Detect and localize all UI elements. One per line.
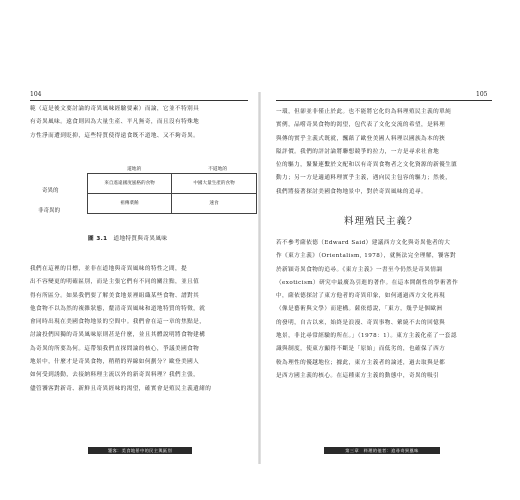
row-header-non-exotic: 非奇異的 xyxy=(38,208,61,214)
right-running-footer: 第三章 料理的他者：追尋奇異風味 xyxy=(324,447,440,454)
text-line: （像是藝術與文學）而建構。薩依德說，「東方，幾乎是個歐洲 xyxy=(276,306,443,313)
text-line: 是西方國主義的核心。在這種東方主義的動態中，奇異的吸引 xyxy=(276,372,440,379)
text-line: 出不容變更的明確區別，而是主張它們有不同的關注點，並且值 xyxy=(30,279,200,286)
figure-caption xyxy=(88,234,167,242)
text-line: 動力；另一方是適通料理實乎主義，遇向民主包容的驅力；然後， xyxy=(276,175,452,182)
text-line: 較為理性的優越地位；據此，東方主義者的論述，過去取與是都 xyxy=(276,359,446,366)
left-paragraph-1 xyxy=(30,103,248,143)
text-line: 儘管饕客對新奇、新鮮且奇異經味的渴望，確實會是殖民主義遺緒的 xyxy=(30,385,212,392)
text-line: 地景中，什麼才是奇異食物，稍稍的界線如何劃分？歐登美國人 xyxy=(30,359,200,366)
text-line: 討論投們因獨的奇異風味原則甚是什麼，並且其體說明將食物建構 xyxy=(30,332,206,339)
right-page xyxy=(260,0,520,500)
text-line: 方性淨而遭到貶抑，這些特質使得遠食既不道地、又不夠奇異。 xyxy=(30,132,200,139)
text-line: 若不參考薩依德（Edward Said）建議西方文化與奇異他者的大 xyxy=(276,240,451,246)
text-line: 我們將接著探討美國食物地景中，對於奇異風味的追尋。 xyxy=(276,188,428,195)
left-header-rule xyxy=(30,100,248,101)
text-line: 得有所區分。如果我們要了解美食地景裡組織某些食物、譜對其 xyxy=(30,292,200,299)
text-line: 作《東方主義》（Orientalism, 1978），就無法完全理解，饕客對 xyxy=(276,253,457,260)
column-header-inauthentic: 不道地的 xyxy=(208,167,228,172)
text-line: 中，薩依德探討了東方他者的奇異印象，如何通過西方文化再現 xyxy=(276,293,446,300)
left-running-footer: 饕客：美食地景中的民主與區別 xyxy=(88,447,192,454)
text-line: 的發明，自古以來，始終是浪漫、奇異事物、縈繞不去的回憶與 xyxy=(276,319,446,326)
left-page-number: 104 xyxy=(30,91,42,98)
column-header-authentic: 道地的 xyxy=(127,167,142,172)
figure-caption-text: 道地特質與奇異風味 xyxy=(113,236,168,242)
text-line: 於新穎奇異食物的追尋。《東方主義》一書至今仍然是奇異情調 xyxy=(276,266,443,273)
cell-inauthentic-nonexotic: 速食 xyxy=(209,201,219,207)
text-line: （exoticism）研究中最廣為引進的著作。在這本開創性的學術著作 xyxy=(276,279,459,286)
text-line: 一環，但卻並非僅止於此。也不能將它化約為料理殖民主義的單純 xyxy=(276,109,452,115)
right-paragraph-1 xyxy=(276,106,494,199)
text-line: 如何受到誘動，去接納料理主流以外的新奇異料理？我們主張， xyxy=(30,372,200,379)
text-line: 我們在這裡的目標，並非在道地與奇異風味的特性之間，提 xyxy=(30,266,188,272)
text-line: 範（這是後文要討論的奇異風味經驗要素）而論，它並不特別具 xyxy=(30,106,200,112)
figure-table xyxy=(30,162,255,217)
text-line: 會同時出現在美國食物地景的空間中。我們會在這一章的焦點是， xyxy=(30,319,206,326)
text-line: 隘評價。我們的評討論將聯想競爭的拉力，一方是尋求社會地 xyxy=(276,148,440,155)
text-line: 有奇異風味。遠食則因為大量生產、平凡無奇，而且沒有特殊地 xyxy=(30,119,200,126)
text-line: 識與制度，使東方顯得不斷是「原始」而低劣的，也確保了西方 xyxy=(276,346,446,353)
text-line: 地景，非比尋常經驗的所在。」（1978：1）。東方主義化產了一套認 xyxy=(276,333,457,340)
cell-authentic-exotic: 來自遙遠國度風格的食物 xyxy=(88,174,172,194)
cell-authentic-nonexotic: 祖傳菜餚 xyxy=(88,194,172,214)
figure-grid xyxy=(87,173,257,214)
cell-inauthentic-exotic: 中國大量生產的食物 xyxy=(172,174,256,194)
row-header-exotic: 奇異的 xyxy=(42,188,59,194)
figure-caption-label: 圖 3.1 xyxy=(88,236,108,242)
text-line: 他食物不以為然的複雜狀態，釐清奇異風味和道地特質的特徵，就 xyxy=(30,305,206,312)
right-header-rule xyxy=(276,100,492,101)
left-paragraph-2 xyxy=(30,263,248,396)
right-page-number: 105 xyxy=(476,91,488,98)
section-title: 料理殖民主義？ xyxy=(344,216,418,227)
right-paragraph-2 xyxy=(276,237,494,383)
text-line: 與傳的實乎主義式既就，飄藉了歐登美國人料理以國族為本的狹 xyxy=(276,135,446,142)
text-line: 位的驅力，緊緊連繫於文配和以有奇異食物者之文化資源的新優生匱 xyxy=(276,162,458,169)
text-line: 為奇異的所要為何。這帶領我們直探問論的核心，爭議美國食物 xyxy=(30,345,200,352)
text-line: 實例，品嚐奇異食物的渴望，包代表了文化交流的希望，是料理 xyxy=(276,122,446,129)
